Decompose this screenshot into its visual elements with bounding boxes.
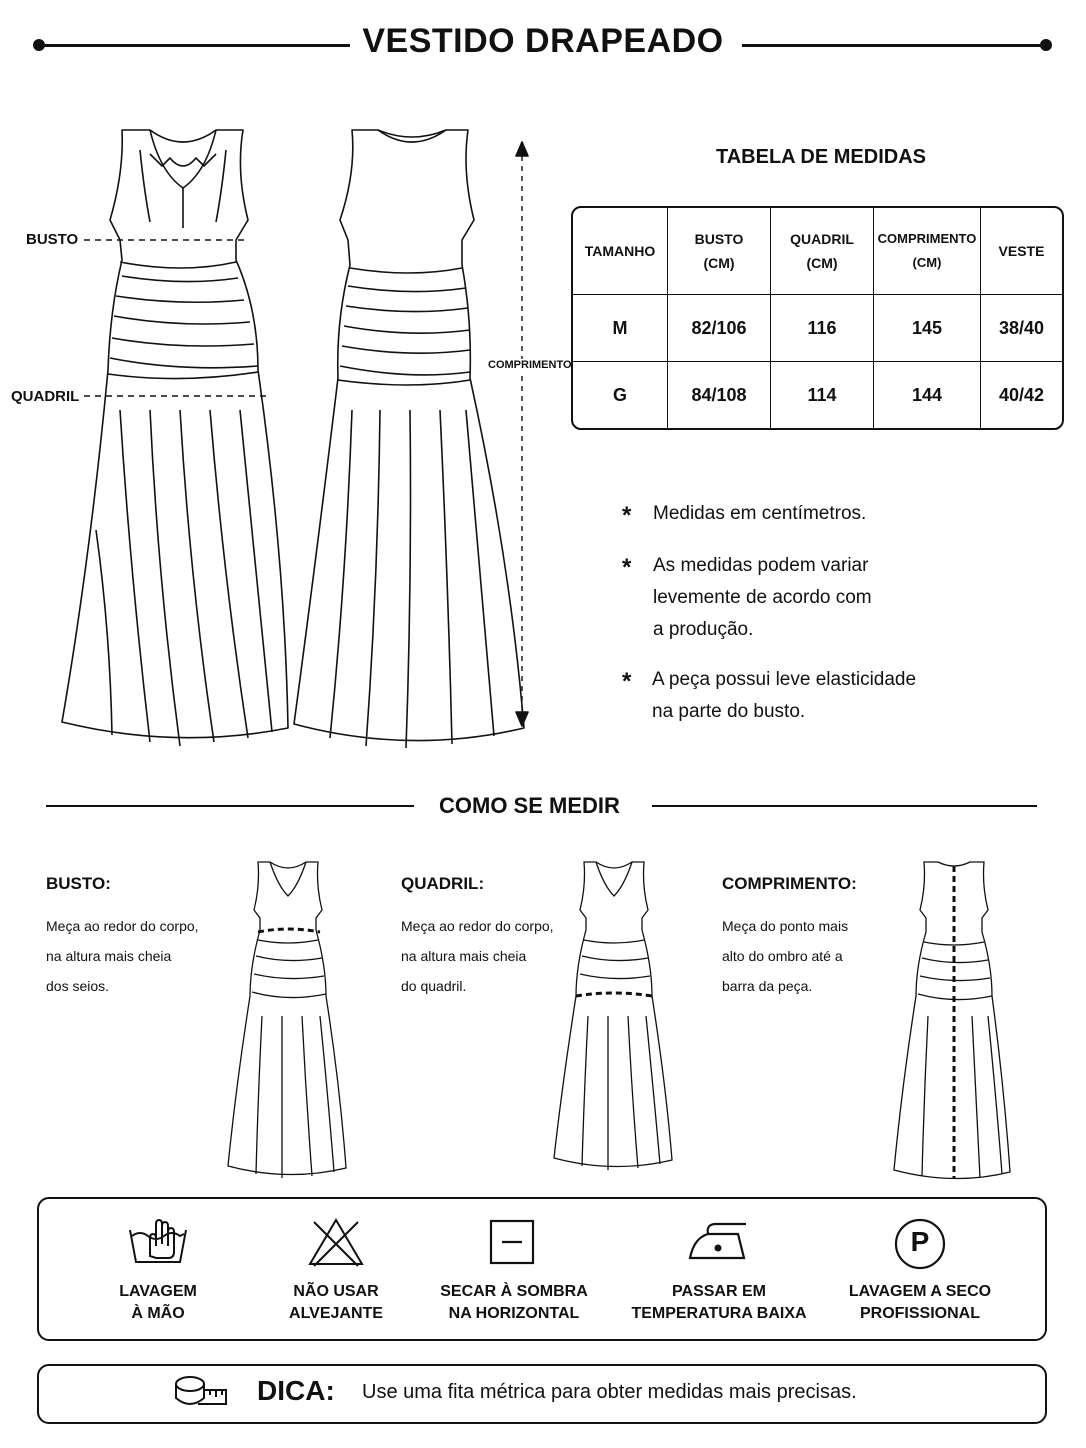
note-bullet-icon: * (622, 502, 632, 529)
no-bleach-icon (306, 1216, 366, 1268)
column-header: COMPRIMENTO (CM) (874, 208, 981, 295)
note-item: Medidas em centímetros. (653, 503, 867, 524)
table-cell: 84/108 (668, 362, 771, 428)
how-to-length-heading: COMPRIMENTO: (722, 874, 857, 893)
table-cell: 144 (874, 362, 981, 428)
section-rule-right (652, 805, 1037, 807)
dress-front-view (62, 130, 288, 746)
title-rule-right (742, 44, 1048, 47)
care-label-iron-low: PASSAR EM TEMPERATURA BAIXA (631, 1283, 807, 1322)
note-bullet-icon: * (622, 668, 632, 695)
size-table (571, 206, 1064, 430)
care-label-no-bleach: NÃO USAR ALVEJANTE (289, 1283, 383, 1322)
table-cell: 38/40 (981, 295, 1062, 362)
dry-clean-symbol: P (910, 1226, 930, 1257)
size-table-title: TABELA DE MEDIDAS (716, 146, 926, 168)
care-label-dry-clean: LAVAGEM A SECO PROFISSIONAL (848, 1283, 992, 1322)
how-to-bust-text: Meça ao redor do corpo, na altura mais cheia dos seios. (46, 918, 199, 994)
how-to-length-text: Meça do ponto mais alto do ombro até a barra da peça. (722, 918, 849, 994)
hip-measure-dress-drawing (548, 856, 680, 1174)
bust-measure-dress-drawing (222, 856, 354, 1182)
care-label-hand-wash: LAVAGEM À MÃO (119, 1283, 197, 1322)
size-table-header-row (573, 208, 1062, 295)
table-cell: 82/106 (668, 295, 771, 362)
measuring-tape-icon (172, 1372, 230, 1412)
hip-label: QUADRIL (11, 388, 80, 405)
bust-label: BUSTO (26, 231, 79, 248)
table-cell: G (573, 362, 668, 428)
title-rule-right-dot (1040, 39, 1052, 51)
table-cell: 114 (771, 362, 874, 428)
dress-back-view (294, 130, 524, 748)
how-to-hip-text: Meça ao redor do corpo, na altura mais cheia do quadril. (401, 918, 554, 994)
note-bullet-icon: * (622, 554, 632, 581)
table-cell: 116 (771, 295, 874, 362)
column-header: VESTE (981, 208, 1062, 295)
column-header: QUADRIL (CM) (771, 208, 874, 295)
table-cell: M (573, 295, 668, 362)
care-label-dry-flat: SECAR À SOMBRA NA HORIZONTAL (440, 1283, 588, 1322)
column-header: TAMANHO (573, 208, 668, 295)
table-cell: 40/42 (998, 384, 1045, 405)
tip-label: DICA: (257, 1375, 335, 1406)
table-cell: 145 (874, 295, 981, 362)
section-rule-left (46, 805, 414, 807)
dress-technical-drawing (0, 110, 560, 760)
how-to-hip-heading: QUADRIL: (401, 874, 485, 893)
how-to-title: COMO SE MEDIR (439, 793, 620, 818)
page-title: VESTIDO DRAPEADO (362, 22, 724, 60)
length-label: COMPRIMENTO (488, 359, 572, 371)
dry-flat-shade-icon (488, 1218, 536, 1266)
hand-wash-icon (126, 1216, 190, 1268)
length-measure-dress-drawing (888, 856, 1020, 1186)
iron-low-icon (686, 1218, 752, 1264)
tip-text: Use uma fita métrica para obter medidas mais precisas. (362, 1381, 857, 1403)
column-header: BUSTO (CM) (668, 208, 771, 295)
note-item: As medidas podem variar levemente de acordo com a produção. (653, 555, 872, 640)
table-row (573, 295, 1062, 362)
how-to-bust-heading: BUSTO: (46, 874, 111, 893)
note-item: A peça possui leve elasticidade na parte do busto. (652, 669, 917, 722)
table-row (573, 362, 1062, 428)
